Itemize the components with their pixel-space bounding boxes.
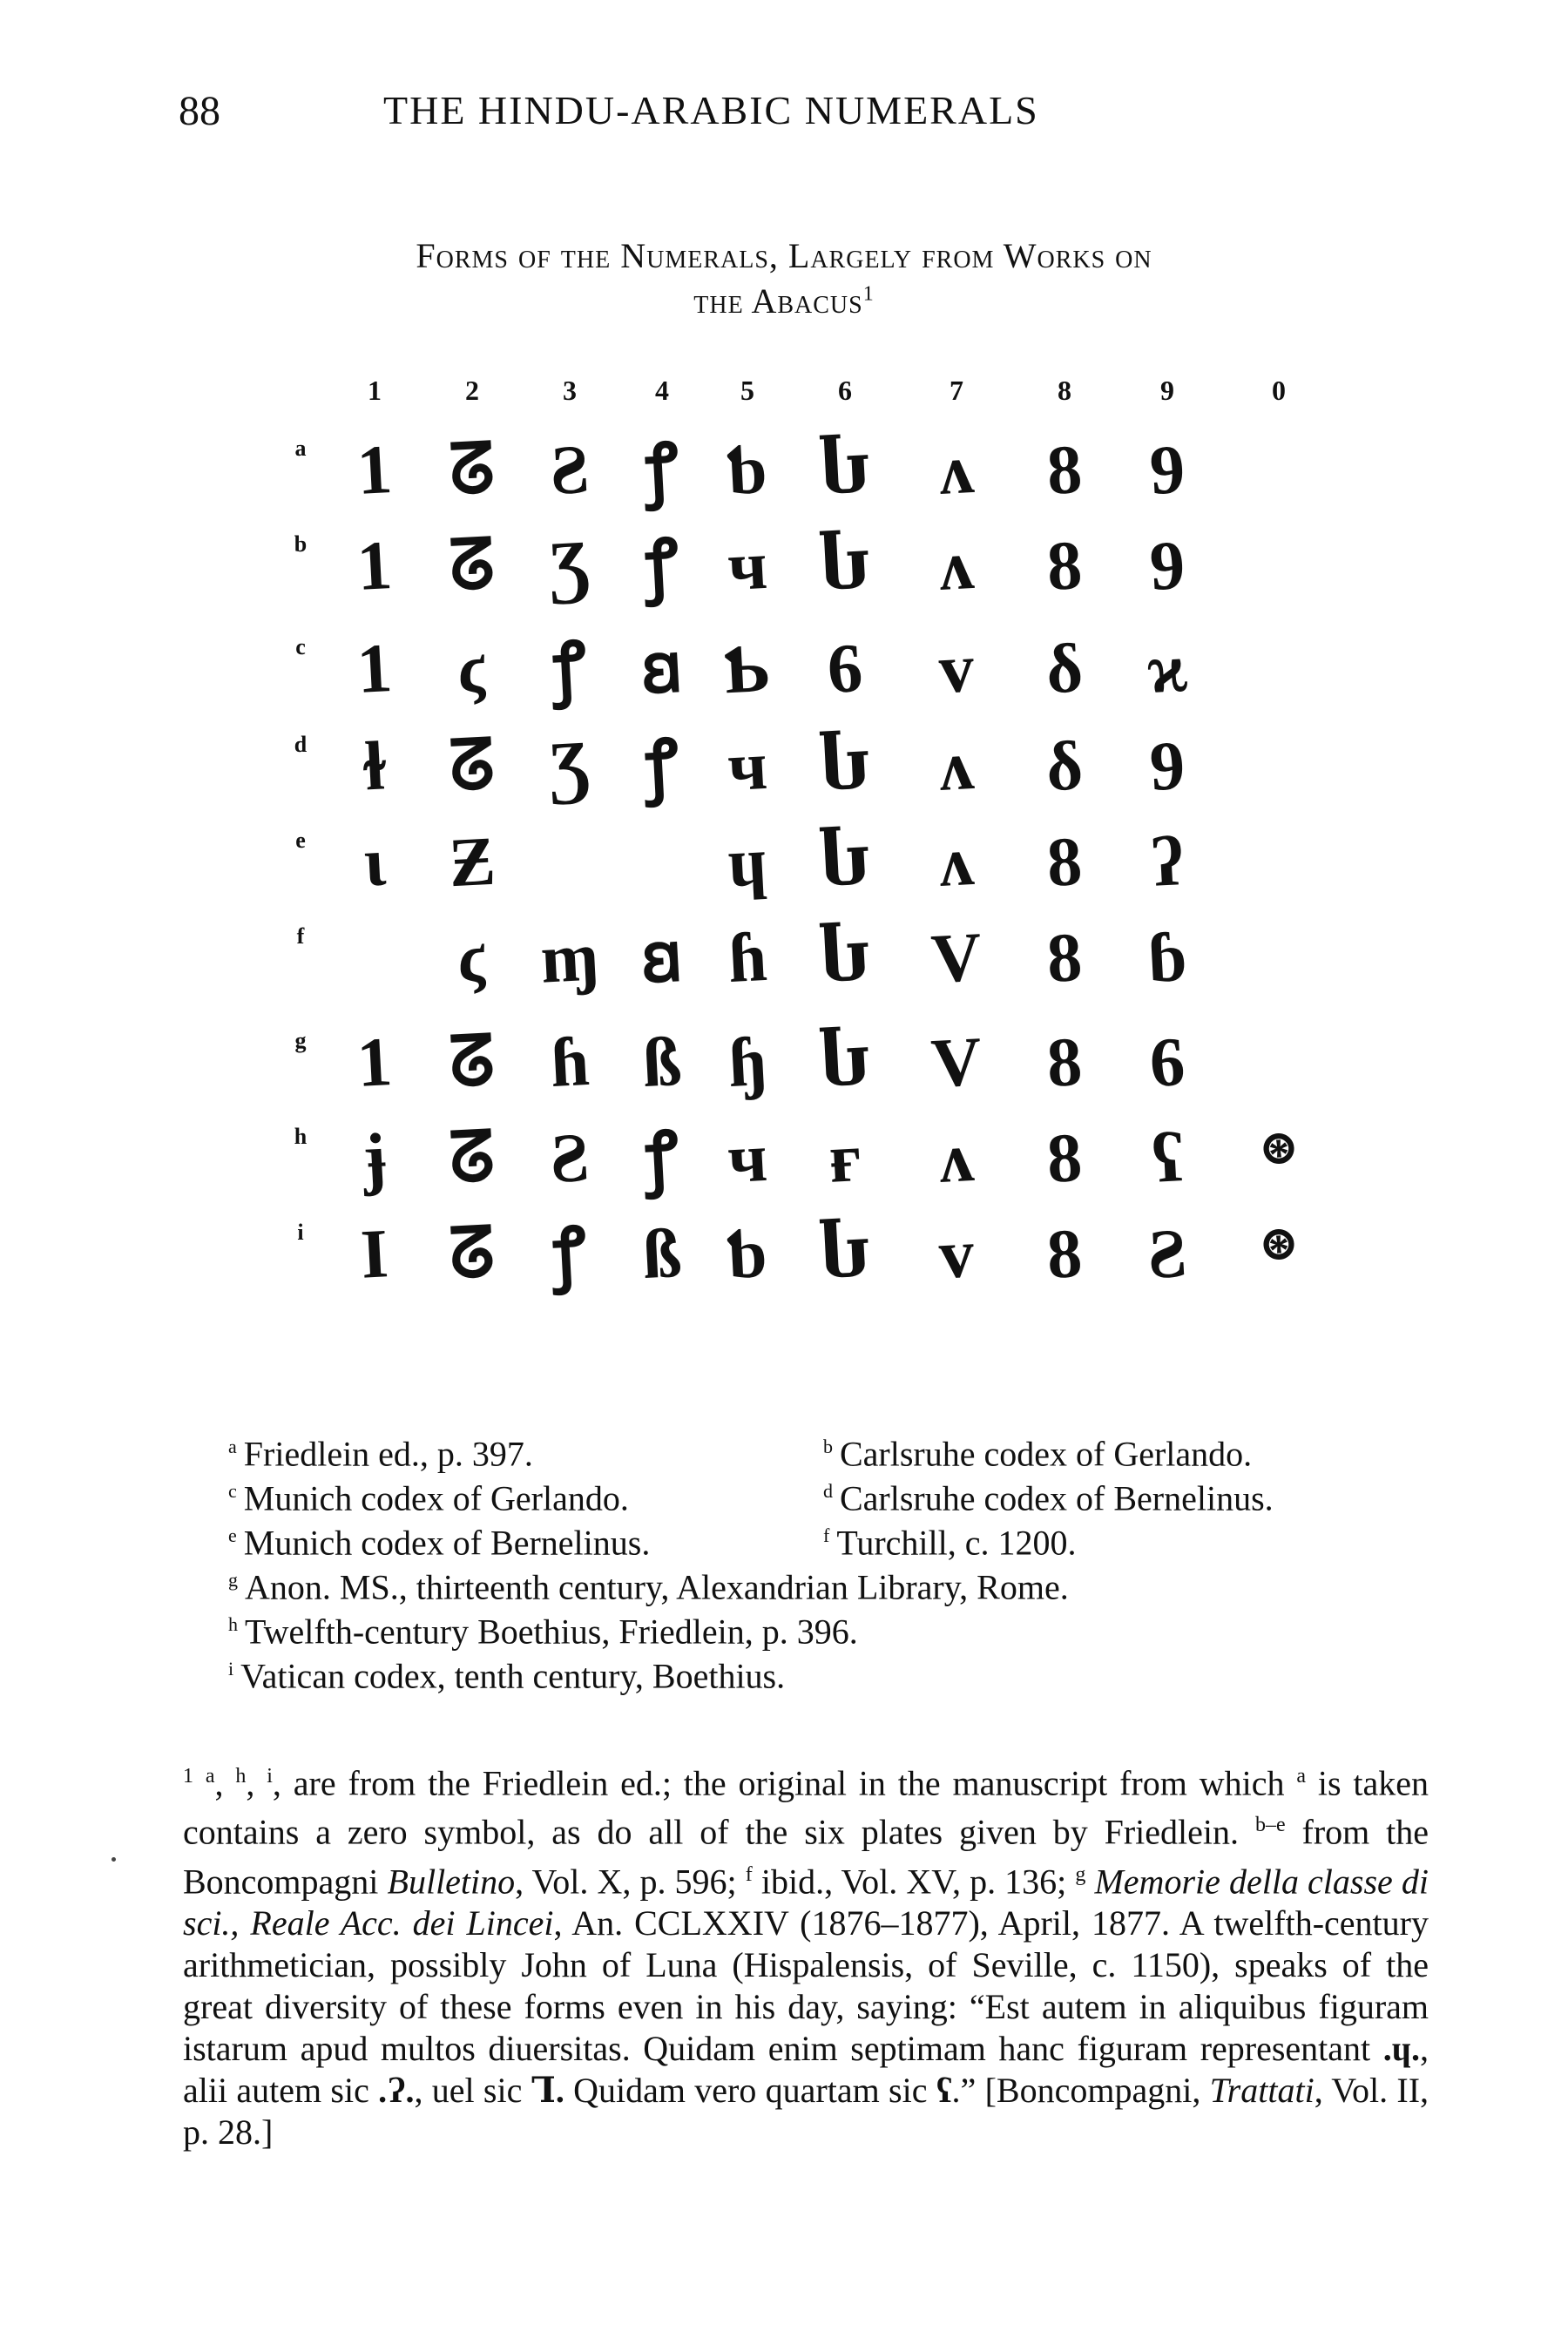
- numeral-glyph-i-9: Ƨ: [1146, 1214, 1189, 1294]
- numeral-glyph-a-1: 1: [355, 431, 395, 510]
- numeral-glyph-e-7: ʌ: [936, 823, 977, 902]
- numeral-glyph-e-9: ʔ: [1149, 823, 1186, 902]
- figure-title-line2: the Abacus$^1$: [693, 281, 875, 321]
- column-header-5: 5: [740, 375, 754, 406]
- numeral-glyph-f-3: ɱ: [538, 918, 601, 998]
- trattati-title: Trattati: [1209, 2070, 1315, 2110]
- numeral-glyph-i-8: 8: [1044, 1215, 1085, 1294]
- numeral-glyph-b-9: 9: [1147, 527, 1187, 605]
- numeral-glyph-c-6: 6: [825, 630, 865, 708]
- numeral-glyph-i-3: ꝭ: [551, 1215, 589, 1294]
- numeral-glyph-d-6: Ⴑ: [815, 727, 875, 807]
- numeral-glyph-i-7: v: [936, 1215, 977, 1294]
- source-note-h: $^h$ Twelfth-century Boethius, Friedlein, p. 396.: [228, 1612, 858, 1652]
- source-note-e: $^e$ Munich codex of Bernelinus.: [228, 1523, 651, 1563]
- numeral-glyph-a-9: 9: [1147, 431, 1187, 510]
- numeral-glyph-b-8: 8: [1044, 527, 1085, 605]
- numeral-glyph-h-8: 8: [1044, 1119, 1085, 1198]
- numeral-glyph-g-2: ᘔ: [447, 1023, 497, 1103]
- column-header-6: 6: [838, 375, 852, 406]
- column-header-7: 7: [950, 375, 963, 406]
- numeral-glyph-d-1: ɫ: [362, 727, 387, 806]
- numeral-glyph-h-7: ʌ: [936, 1119, 977, 1198]
- numeral-glyph-b-2: ᘔ: [447, 526, 497, 606]
- running-title: THE HINDU-ARABIC NUMERALS: [383, 88, 1039, 132]
- numeral-glyph-b-6: Ⴑ: [815, 526, 875, 606]
- column-header-8: 8: [1058, 375, 1071, 406]
- footnote: $^1$ $^a$, $^h$, $^i$, are from the Friedlein ed.; the original in the manuscript from which $^a$ is taken contains a zero symbol, as do all of the six plates given by Friedlein. $^{b-e}$ from the Boncompagni Bulletino, Vol. X, p. 596; $^f$ ibid., Vol. XV, p. 136; $^g$ Memorie della classe di sci., Reale Acc. dei Lincei, An. CCLXXIV (1876–1877), April, 1877. A twelfth-century arithmetician, possibly John of Luna (Hispalensis, of Seville, c. 1150), speaks of the great diversity of these forms even in his day, saying: “Est autem in aliquibus figuram istarum apud multos diuersitas. Quidam enim septimam hanc figuram representant .ɥ., alii autem sic .Ɂ., uel sic Ꞁ. Quidam vero quartam sic ʕ.” [Boncompagni, Trattati, Vol. II, p. 28.]: [183, 1763, 1429, 2152]
- numeral-glyph-b-1: 1: [355, 527, 395, 605]
- row-label-c: c: [295, 634, 306, 659]
- bulletino-title: Bulletino: [387, 1861, 516, 1901]
- source-note-g: $^g$ Anon. MS., thirteenth century, Alexandrian Library, Rome.: [228, 1567, 1069, 1607]
- numeral-glyph-e-6: Ⴑ: [815, 822, 875, 902]
- numeral-glyph-h-1: ɉ: [361, 1119, 389, 1198]
- numeral-glyph-g-9: 6: [1147, 1024, 1187, 1102]
- numeral-glyph-g-6: Ⴑ: [815, 1023, 875, 1103]
- numeral-glyph-b-7: ʌ: [936, 527, 977, 605]
- column-header-2: 2: [465, 375, 479, 406]
- numeral-glyph-g-1: 1: [355, 1024, 395, 1102]
- numeral-glyph-a-5: ƅ: [726, 430, 769, 510]
- numeral-glyph-a-3: Ƨ: [548, 430, 591, 510]
- numeral-glyph-i-1: I: [359, 1215, 390, 1294]
- title-note-ref: 1: [862, 282, 875, 306]
- row-label-e: e: [295, 828, 306, 853]
- source-note-f: $^f$ Turchill, c. 1200.: [823, 1523, 1077, 1563]
- numeral-glyph-f-8: 8: [1044, 919, 1085, 997]
- numeral-glyph-c-2: ϛ: [455, 630, 490, 708]
- numeral-glyph-h-0: ⊛: [1256, 1119, 1301, 1177]
- numeral-glyph-g-4: ß: [640, 1023, 684, 1103]
- numeral-glyph-b-3: Ʒ: [547, 526, 592, 606]
- margin-speck: [112, 1857, 116, 1862]
- numeral-glyph-d-5: ч: [726, 727, 769, 807]
- source-note-i: $^i$ Vatican codex, tenth century, Boethius.: [228, 1656, 786, 1696]
- numeral-glyph-c-4: ꞛ: [639, 629, 685, 709]
- numeral-glyph-b-4: ꝭ: [643, 527, 681, 605]
- source-note-a: $^a$ Friedlein ed., p. 397.: [228, 1434, 533, 1474]
- numeral-glyph-e-1: ɩ: [362, 823, 388, 902]
- numeral-glyph-c-9: ϰ: [1145, 629, 1190, 709]
- column-header-4: 4: [655, 375, 669, 406]
- row-label-a: a: [294, 436, 307, 461]
- numeral-glyph-i-6: Ⴑ: [815, 1214, 875, 1294]
- memorie-title: Memorie della classe di sci., Reale Acc. dei Lincei: [183, 1861, 1429, 1943]
- numeral-glyph-f-4: ꞛ: [639, 918, 685, 998]
- numeral-glyph-d-2: ᘔ: [447, 727, 497, 807]
- numeral-glyph-g-3: ɦ: [548, 1023, 591, 1103]
- numeral-glyph-i-4: ß: [640, 1214, 684, 1294]
- column-header-0: 0: [1272, 375, 1286, 406]
- numeral-glyph-i-2: ᘔ: [447, 1214, 497, 1294]
- source-note-b: $^b$ Carlsruhe codex of Gerlando.: [823, 1434, 1253, 1474]
- numeral-glyph-e-5: ɥ: [726, 822, 769, 902]
- numeral-glyph-a-7: ʌ: [936, 431, 977, 510]
- numeral-glyph-f-9: ɓ: [1146, 918, 1189, 998]
- numeral-glyph-b-5: ч: [726, 526, 769, 606]
- numeral-glyph-h-4: ꝭ: [643, 1119, 681, 1198]
- numeral-glyph-h-2: ᘔ: [447, 1119, 497, 1199]
- numeral-glyph-g-5: ɧ: [726, 1023, 769, 1103]
- column-header-3: 3: [563, 375, 577, 406]
- numeral-glyph-c-1: 1: [355, 630, 395, 708]
- numeral-glyph-a-4: ꝭ: [643, 431, 681, 510]
- column-header-9: 9: [1160, 375, 1174, 406]
- row-label-b: b: [294, 531, 308, 557]
- numeral-glyph-a-8: 8: [1044, 431, 1085, 510]
- row-label-i: i: [297, 1220, 304, 1245]
- row-label-g: g: [294, 1028, 307, 1053]
- numeral-glyph-g-8: 8: [1044, 1024, 1085, 1102]
- source-note-d: $^d$ Carlsruhe codex of Bernelinus.: [823, 1478, 1274, 1518]
- numeral-glyph-d-9: 9: [1147, 727, 1187, 806]
- numeral-glyph-a-6: Ⴑ: [815, 430, 875, 510]
- page-number: 88: [179, 88, 220, 134]
- numeral-glyph-e-2: Ƶ: [447, 822, 497, 902]
- numeral-glyph-d-4: ꝭ: [643, 727, 681, 806]
- row-label-h: h: [294, 1124, 308, 1149]
- numeral-glyph-e-8: 8: [1044, 823, 1085, 902]
- column-header-1: 1: [368, 375, 382, 406]
- numeral-glyph-h-5: ч: [726, 1119, 769, 1199]
- numeral-glyph-g-7: V: [929, 1023, 984, 1103]
- source-note-c: $^c$ Munich codex of Gerlando.: [228, 1478, 629, 1518]
- row-label-f: f: [296, 923, 305, 949]
- numeral-glyph-h-9: ʕ: [1149, 1119, 1186, 1198]
- numeral-glyph-d-8: δ: [1044, 727, 1085, 807]
- numeral-glyph-f-5: ɦ: [726, 918, 769, 998]
- numeral-glyph-h-6: ғ: [827, 1119, 863, 1198]
- numeral-glyph-d-7: ʌ: [936, 727, 977, 806]
- numeral-glyph-h-3: Ƨ: [548, 1119, 591, 1199]
- numeral-glyph-c-7: v: [936, 630, 977, 708]
- numeral-glyph-c-3: ꝭ: [551, 630, 589, 708]
- row-label-d: d: [294, 732, 308, 757]
- numeral-glyph-c-8: δ: [1044, 629, 1085, 709]
- numeral-glyph-f-7: V: [929, 918, 984, 998]
- figure-title-line1: Forms of the Numerals, Largely from Works on: [416, 236, 1152, 275]
- numeral-glyph-f-2: ϛ: [455, 919, 490, 997]
- numeral-glyph-i-0: ⊛: [1256, 1215, 1301, 1273]
- numeral-glyph-d-3: Ʒ: [547, 727, 592, 807]
- numeral-glyph-a-2: ᘔ: [447, 430, 497, 510]
- numeral-glyph-c-5: Ƅ: [722, 629, 773, 709]
- numeral-glyph-f-6: Ⴑ: [815, 918, 875, 998]
- numeral-glyph-i-5: ƅ: [726, 1214, 769, 1294]
